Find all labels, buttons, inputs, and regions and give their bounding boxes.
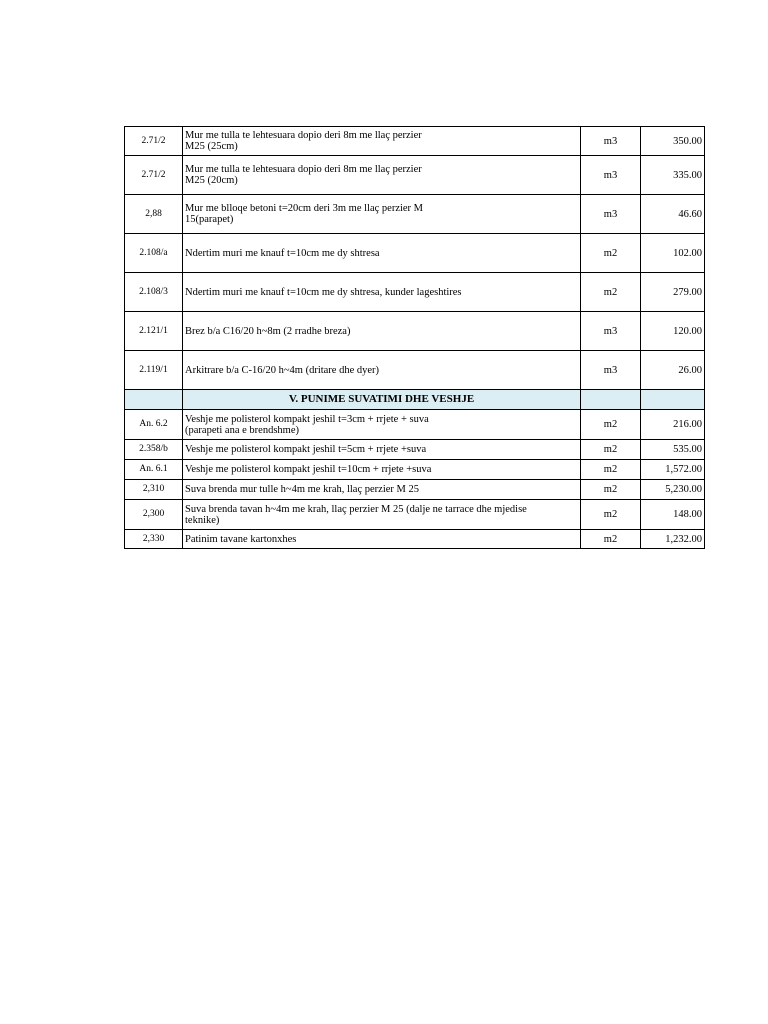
item-unit: m2 [581,500,641,530]
table-row [125,127,705,156]
table-row [125,530,705,549]
description-line: Mur me blloqe betoni t=20cm deri 3m me llaç perzier M [185,203,424,214]
item-unit: m2 [581,234,641,273]
item-description [183,460,581,480]
item-description [183,127,581,156]
item-quantity: 350.00 [641,127,705,156]
description-line: Mur me tulla te lehtesuara dopio deri 8m me llaç perzier [185,130,422,141]
item-quantity: 1,572.00 [641,460,705,480]
table-row [125,156,705,195]
item-code: 2.358/b [125,440,183,460]
item-description [183,410,581,440]
description-line: Brez b/a C16/20 h~8m (2 rradhe breza) [185,325,351,337]
item-unit: m2 [581,440,641,460]
item-quantity: 26.00 [641,351,705,390]
description-line: (parapeti ana e brendshme) [185,424,299,436]
item-code: 2,330 [125,530,183,549]
item-unit: m2 [581,410,641,440]
item-quantity: 120.00 [641,312,705,351]
item-description [183,351,581,390]
item-description [183,480,581,500]
description-line: Suva brenda tavan h~4m me krah, llaç perzier M 25 (dalje ne tarrace dhe mjedise [185,503,527,515]
item-unit: m3 [581,351,641,390]
table-row [125,273,705,312]
item-quantity: 535.00 [641,440,705,460]
description-line: Veshje me polisterol kompakt jeshil t=3cm + rrjete + suva [185,413,429,425]
table-row [125,460,705,480]
item-unit: m2 [581,480,641,500]
table-row [125,312,705,351]
item-code: An. 6.2 [125,410,183,440]
item-code: 2.121/1 [125,312,183,351]
item-code: 2.108/a [125,234,183,273]
description-line: Ndertim muri me knauf t=10cm me dy shtresa [185,247,380,259]
item-unit: m3 [581,195,641,234]
section-title: V. PUNIME SUVATIMI DHE VESHJE [183,390,581,410]
item-unit: m3 [581,127,641,156]
item-description [183,500,581,530]
item-quantity: 335.00 [641,156,705,195]
item-unit: m3 [581,156,641,195]
item-code: 2.119/1 [125,351,183,390]
item-quantity: 46.60 [641,195,705,234]
section-qty-cell [641,390,705,410]
description-line: Arkitrare b/a C-16/20 h~4m (dritare dhe dyer) [185,364,380,376]
description-line: Mur me tulla te lehtesuara dopio deri 8m me llaç perzier [185,164,422,175]
description-line: Patinim tavane kartonxhes [185,533,297,545]
item-description [183,530,581,549]
bill-of-quantities-table [124,126,705,549]
item-code: An. 6.1 [125,460,183,480]
table-row [125,410,705,440]
item-quantity: 5,230.00 [641,480,705,500]
description-line: Veshje me polisterol kompakt jeshil t=10cm + rrjete +suva [185,464,432,475]
description-line: 15(parapet) [185,214,234,225]
item-unit: m2 [581,530,641,549]
description-line: Suva brenda mur tulle h~4m me krah, llaç perzier M 25 [185,484,419,495]
table-row [125,500,705,530]
item-quantity: 279.00 [641,273,705,312]
section-code-cell [125,390,183,410]
item-description [183,273,581,312]
item-code: 2.71/2 [125,156,183,195]
table-bottom-body [125,410,705,549]
table-row [125,234,705,273]
description-line: teknike) [185,514,220,526]
item-description [183,312,581,351]
item-code: 2.108/3 [125,273,183,312]
section-body [125,390,705,410]
description-line: M25 (25cm) [185,141,238,152]
item-code: 2,300 [125,500,183,530]
table-row [125,351,705,390]
description-line: Ndertim muri me knauf t=10cm me dy shtresa, kunder lageshtires [185,286,462,298]
table-row [125,440,705,460]
item-code: 2,88 [125,195,183,234]
item-unit: m2 [581,273,641,312]
table-row [125,480,705,500]
table-row [125,195,705,234]
item-quantity: 148.00 [641,500,705,530]
section-unit-cell [581,390,641,410]
table-top-body [125,127,705,390]
item-description [183,156,581,195]
item-description [183,440,581,460]
item-code: 2.71/2 [125,127,183,156]
item-quantity: 102.00 [641,234,705,273]
item-unit: m2 [581,460,641,480]
section-header-row [125,390,705,410]
description-line: Veshje me polisterol kompakt jeshil t=5cm + rrjete +suva [185,444,427,455]
item-description [183,234,581,273]
item-unit: m3 [581,312,641,351]
item-code: 2,310 [125,480,183,500]
description-line: M25 (20cm) [185,175,238,186]
item-description [183,195,581,234]
item-quantity: 216.00 [641,410,705,440]
item-quantity: 1,232.00 [641,530,705,549]
